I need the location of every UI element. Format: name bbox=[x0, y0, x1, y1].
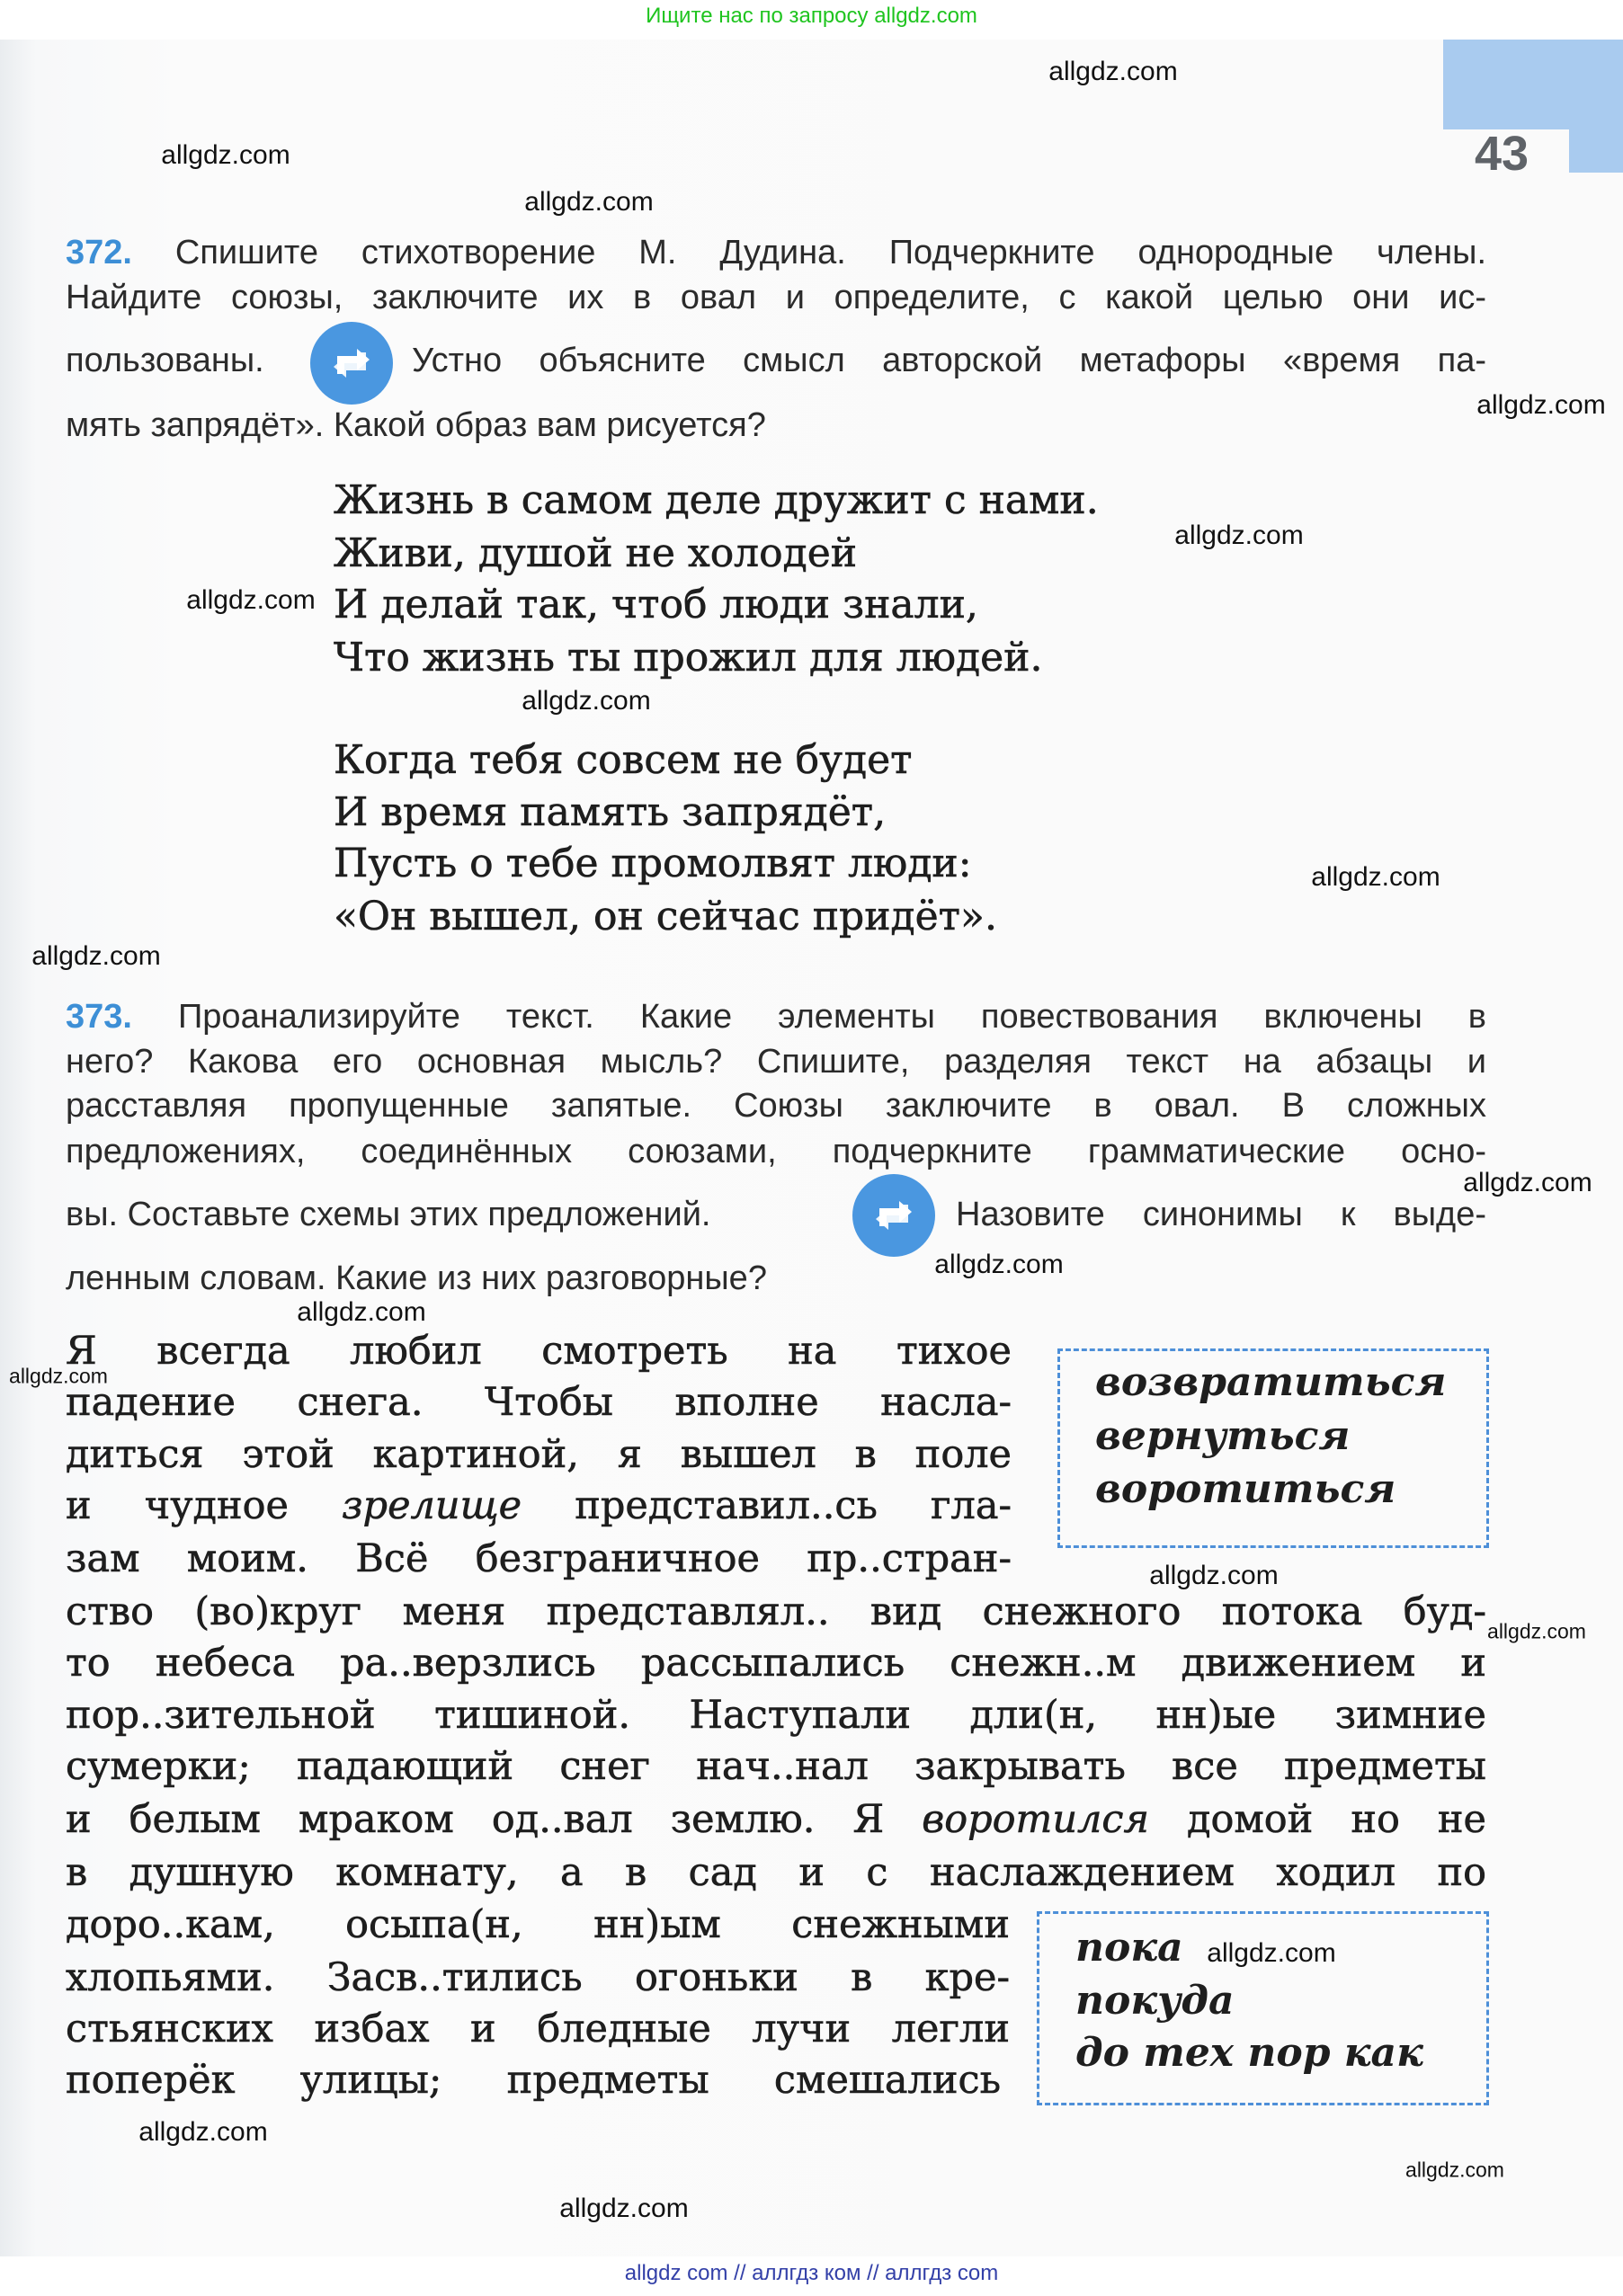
text-segment: и белым мраком од..вал землю. Я bbox=[66, 1797, 923, 1842]
synonym-word: пока bbox=[1075, 1925, 1183, 1971]
poem-line: И время память запрядёт, bbox=[334, 789, 887, 835]
watermark: allgdz.com bbox=[1463, 1168, 1592, 1197]
poem-line: Живи, душой не холодей bbox=[334, 530, 858, 576]
text-line bbox=[66, 1535, 1012, 1583]
text-line bbox=[66, 1482, 1012, 1530]
task-372-line: пользованы. bbox=[66, 342, 264, 379]
poem-line: «Он вышел, он сейчас придёт». bbox=[334, 894, 997, 939]
synonym-word: до тех пор как bbox=[1075, 2030, 1423, 2076]
text-segment: зам моим. Всё безграничное пр..стран- bbox=[66, 1536, 1012, 1581]
watermark: allgdz.com bbox=[161, 140, 290, 170]
text-segment: пор..зительной тишиной. Наступали дли(н, нн)ые зимние bbox=[66, 1693, 1486, 1738]
poem-line: Жизнь в самом деле дружит с нами. bbox=[334, 477, 1099, 523]
synonym-word: покуда bbox=[1075, 1978, 1235, 2024]
text-segment: доро..кам, осыпа(н, нн)ым снежными bbox=[66, 1902, 1010, 1947]
watermark: allgdz.com bbox=[1405, 2158, 1504, 2182]
watermark: allgdz.com bbox=[1048, 57, 1178, 86]
watermark: allgdz.com bbox=[186, 585, 316, 615]
text-segment: диться этой картиной, я вышел в поле bbox=[66, 1432, 1012, 1477]
poem-line: Пусть о тебе промолвят люди: bbox=[334, 841, 972, 886]
watermark: allgdz.com bbox=[934, 1250, 1064, 1279]
text-segment: сумерки; падающий снег нач..нал закрывать все предметы bbox=[66, 1744, 1486, 1789]
text-line bbox=[66, 1588, 1486, 1636]
poem-line: Когда тебя совсем не будет bbox=[334, 737, 913, 783]
task-373-line: вы. Составьте схемы этих предложений. bbox=[66, 1196, 711, 1233]
text-segment: то небеса ра..верзлись рассыпались снежн..м движением и bbox=[66, 1641, 1486, 1686]
synonym-word: вернуться bbox=[1095, 1413, 1351, 1459]
text-line bbox=[66, 2056, 1001, 2105]
text-line bbox=[66, 1900, 1010, 1949]
task-text: Спишите стихотворение М. Дудина. Подчеркните однородные члены. bbox=[174, 234, 1486, 271]
text-segment: ство (во)круг меня представлял.. вид снежного потока буд- bbox=[66, 1589, 1486, 1634]
watermark: allgdz.com bbox=[524, 187, 654, 217]
text-segment: домой но не bbox=[1148, 1797, 1486, 1842]
watermark: allgdz.com bbox=[522, 686, 651, 716]
text-segment: Я всегда любил смотреть на тихое bbox=[66, 1329, 1012, 1374]
text-segment: в душную комнату, а в сад и с наслаждением ходил по bbox=[66, 1850, 1486, 1895]
watermark: allgdz.com bbox=[1207, 1938, 1336, 1968]
text-line bbox=[66, 1327, 1012, 1375]
text-segment: стьянских избах и бледные лучи легли bbox=[66, 2007, 1010, 2051]
highlighted-word: зрелище bbox=[342, 1483, 522, 1528]
task-373-line: Назовите синонимы к выде- bbox=[956, 1196, 1486, 1233]
highlighted-word: воротился bbox=[922, 1797, 1149, 1842]
text-segment: поперёк улицы; предметы смешались bbox=[66, 2058, 1001, 2103]
watermark: allgdz.com bbox=[297, 1297, 426, 1327]
watermark: allgdz.com bbox=[138, 2117, 268, 2147]
exchange-arrows-icon bbox=[852, 1174, 935, 1257]
task-373-line: него? Какова его основная мысль? Спишите, разделяя текст на абзацы и bbox=[66, 1043, 1486, 1081]
watermark: allgdz.com bbox=[1174, 521, 1304, 550]
task-373-line: ленным словам. Какие из них разговорные? bbox=[66, 1259, 767, 1297]
task-372-line: мять запрядёт». Какой образ вам рисуется? bbox=[66, 406, 766, 444]
task-text: Проанализируйте текст. Какие элементы повествования включены в bbox=[177, 998, 1486, 1036]
task-number: 373. bbox=[66, 998, 132, 1036]
watermark: allgdz.com bbox=[1476, 390, 1606, 420]
page-number: 43 bbox=[1475, 127, 1529, 181]
watermark: allgdz.com bbox=[1311, 862, 1440, 892]
text-line bbox=[66, 1378, 1012, 1427]
text-line bbox=[66, 1953, 1010, 2002]
task-373-line: предложениях, соединённых союзами, подчеркните грамматические осно- bbox=[66, 1133, 1486, 1170]
text-segment: и чудное bbox=[66, 1483, 343, 1528]
watermark: allgdz.com bbox=[1149, 1561, 1279, 1590]
synonym-word: воротиться bbox=[1095, 1466, 1396, 1512]
task-373-line bbox=[66, 996, 1486, 1037]
watermark: allgdz.com bbox=[559, 2194, 689, 2223]
task-372-line bbox=[66, 232, 1486, 273]
synonym-word: возвратиться bbox=[1095, 1359, 1447, 1405]
poem-line: И делай так, чтоб люди знали, bbox=[334, 582, 978, 627]
text-line bbox=[66, 1691, 1486, 1740]
poem-line: Что жизнь ты прожил для людей. bbox=[334, 635, 1043, 681]
watermark: allgdz.com bbox=[31, 941, 161, 971]
watermark: allgdz.com bbox=[1487, 1619, 1586, 1643]
task-373-line: расставляя пропущенные запятые. Союзы заключите в овал. В сложных bbox=[66, 1087, 1486, 1125]
watermark: allgdz.com bbox=[9, 1364, 108, 1388]
top-banner: Ищите нас по запросу allgdz.com bbox=[646, 4, 977, 28]
page-tab-notch bbox=[1569, 129, 1623, 173]
task-372-line: Устно объясните смысл авторской метафоры «время па- bbox=[412, 342, 1486, 379]
text-segment: хлопьями. Засв..тились огоньки в кре- bbox=[66, 1955, 1010, 2000]
text-line bbox=[66, 1795, 1486, 1844]
text-line bbox=[66, 1742, 1486, 1791]
text-line bbox=[66, 1639, 1486, 1687]
text-line bbox=[66, 2005, 1010, 2053]
text-line bbox=[66, 1430, 1012, 1479]
footer-watermark: allgdz com // аллгдз ком // аллгдз com bbox=[624, 2261, 999, 2285]
task-372-line: Найдите союзы, заключите их в овал и определите, с какой целью они ис- bbox=[66, 279, 1486, 316]
page-tab bbox=[1443, 40, 1623, 129]
text-segment: представил..сь гла- bbox=[522, 1483, 1012, 1528]
exchange-arrows-icon bbox=[310, 322, 393, 405]
task-number: 372. bbox=[66, 234, 132, 271]
text-line bbox=[66, 1848, 1486, 1897]
text-segment: падение снега. Чтобы вполне насла- bbox=[66, 1380, 1012, 1425]
